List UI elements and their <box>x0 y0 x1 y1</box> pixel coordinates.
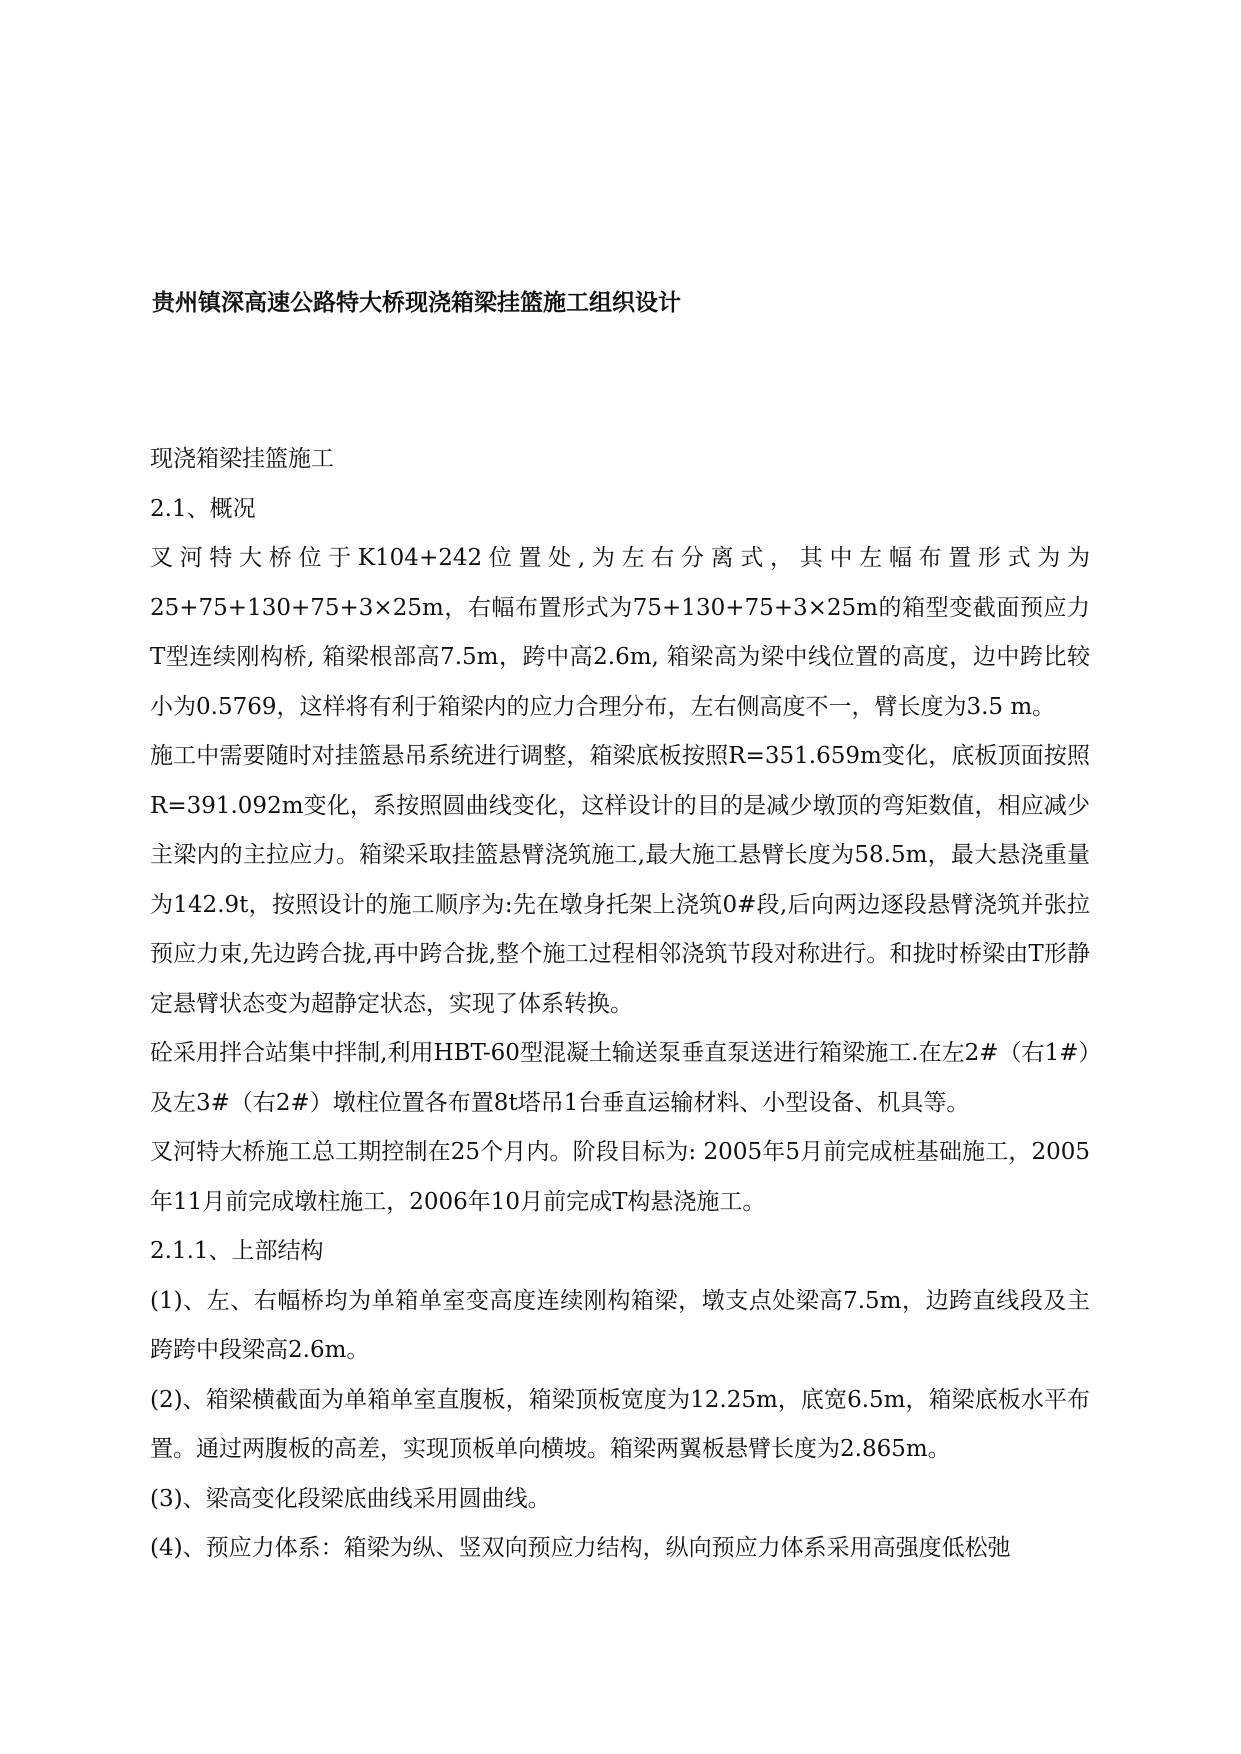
paragraph-concrete: 砼采用拌合站集中拌制,利用HBT-60型混凝土输送泵垂直泵送进行箱梁施工.在左2#（右1#）及左3#（右2#）墩柱位置各布置8t塔吊1台垂直运输材料、小型设备、机具等。 <box>150 1040 1090 1116</box>
section-heading: 现浇箱梁挂篮施工 <box>150 446 334 472</box>
document-body <box>150 435 1090 1574</box>
list-item-4: (4)、预应力体系：箱梁为纵、竖双向预应力结构，纵向预应力体系采用高强度低松弛 <box>150 1535 1011 1561</box>
paragraph-overview: 叉河特大桥位于K104+242位置处,为左右分离式，其中左幅布置形式为为25+75+130+75+3×25m，右幅布置形式为75+130+75+3×25m的箱型变截面预应力T型连续刚构桥, 箱梁根部高7.5m，跨中高2.6m, 箱梁高为梁中线位置的高度，边中跨比较小为0.5769，这样将有利于箱梁内的应力合理分布，左右侧高度不一，臂长度为3.5 m。 <box>150 545 1090 720</box>
paragraph-schedule: 叉河特大桥施工总工期控制在25个月内。阶段目标为: 2005年5月前完成桩基础施工，2005年11月前完成墩柱施工，2006年10月前完成T构悬浇施工。 <box>150 1139 1090 1215</box>
subsection-heading: 2.1、概况 <box>150 495 256 522</box>
paragraph-construction: 施工中需要随时对挂篮悬吊系统进行调整，箱梁底板按照R=351.659m变化，底板顶面按照R=391.092m变化，系按照圆曲线变化，这样设计的目的是减少墩顶的弯矩数值，相应减少主梁内的主拉应力。箱梁采取挂篮悬臂浇筑施工,最大施工悬臂长度为58.5m，最大悬浇重量为142.9t，按照设计的施工顺序为:先在墩身托架上浇筑0#段,后向两边逐段悬臂浇筑并张拉预应力束,先边跨合拢,再中跨合拢,整个施工过程相邻浇筑节段对称进行。和拢时桥梁由T形静定悬臂状态变为超静定状态，实现了体系转换。 <box>150 743 1090 1017</box>
document-title: 贵州镇深高速公路特大桥现浇箱梁挂篮施工组织设计 <box>152 290 681 316</box>
subsection-heading-superstructure: 2.1.1、上部结构 <box>150 1238 324 1264</box>
list-item-3: (3)、梁高变化段梁底曲线采用圆曲线。 <box>150 1485 551 1512</box>
list-item-2: (2)、箱梁横截面为单箱单室直腹板，箱梁顶板宽度为12.25m，底宽6.5m，箱梁底板水平布置。通过两腹板的高差，实现顶板单向横坡。箱梁两翼板悬臂长度为2.865m。 <box>150 1386 1090 1462</box>
list-item-1: (1)、左、右幅桥均为单箱单室变高度连续刚构箱梁，墩支点处梁高7.5m，边跨直线段及主跨跨中段梁高2.6m。 <box>150 1287 1090 1363</box>
